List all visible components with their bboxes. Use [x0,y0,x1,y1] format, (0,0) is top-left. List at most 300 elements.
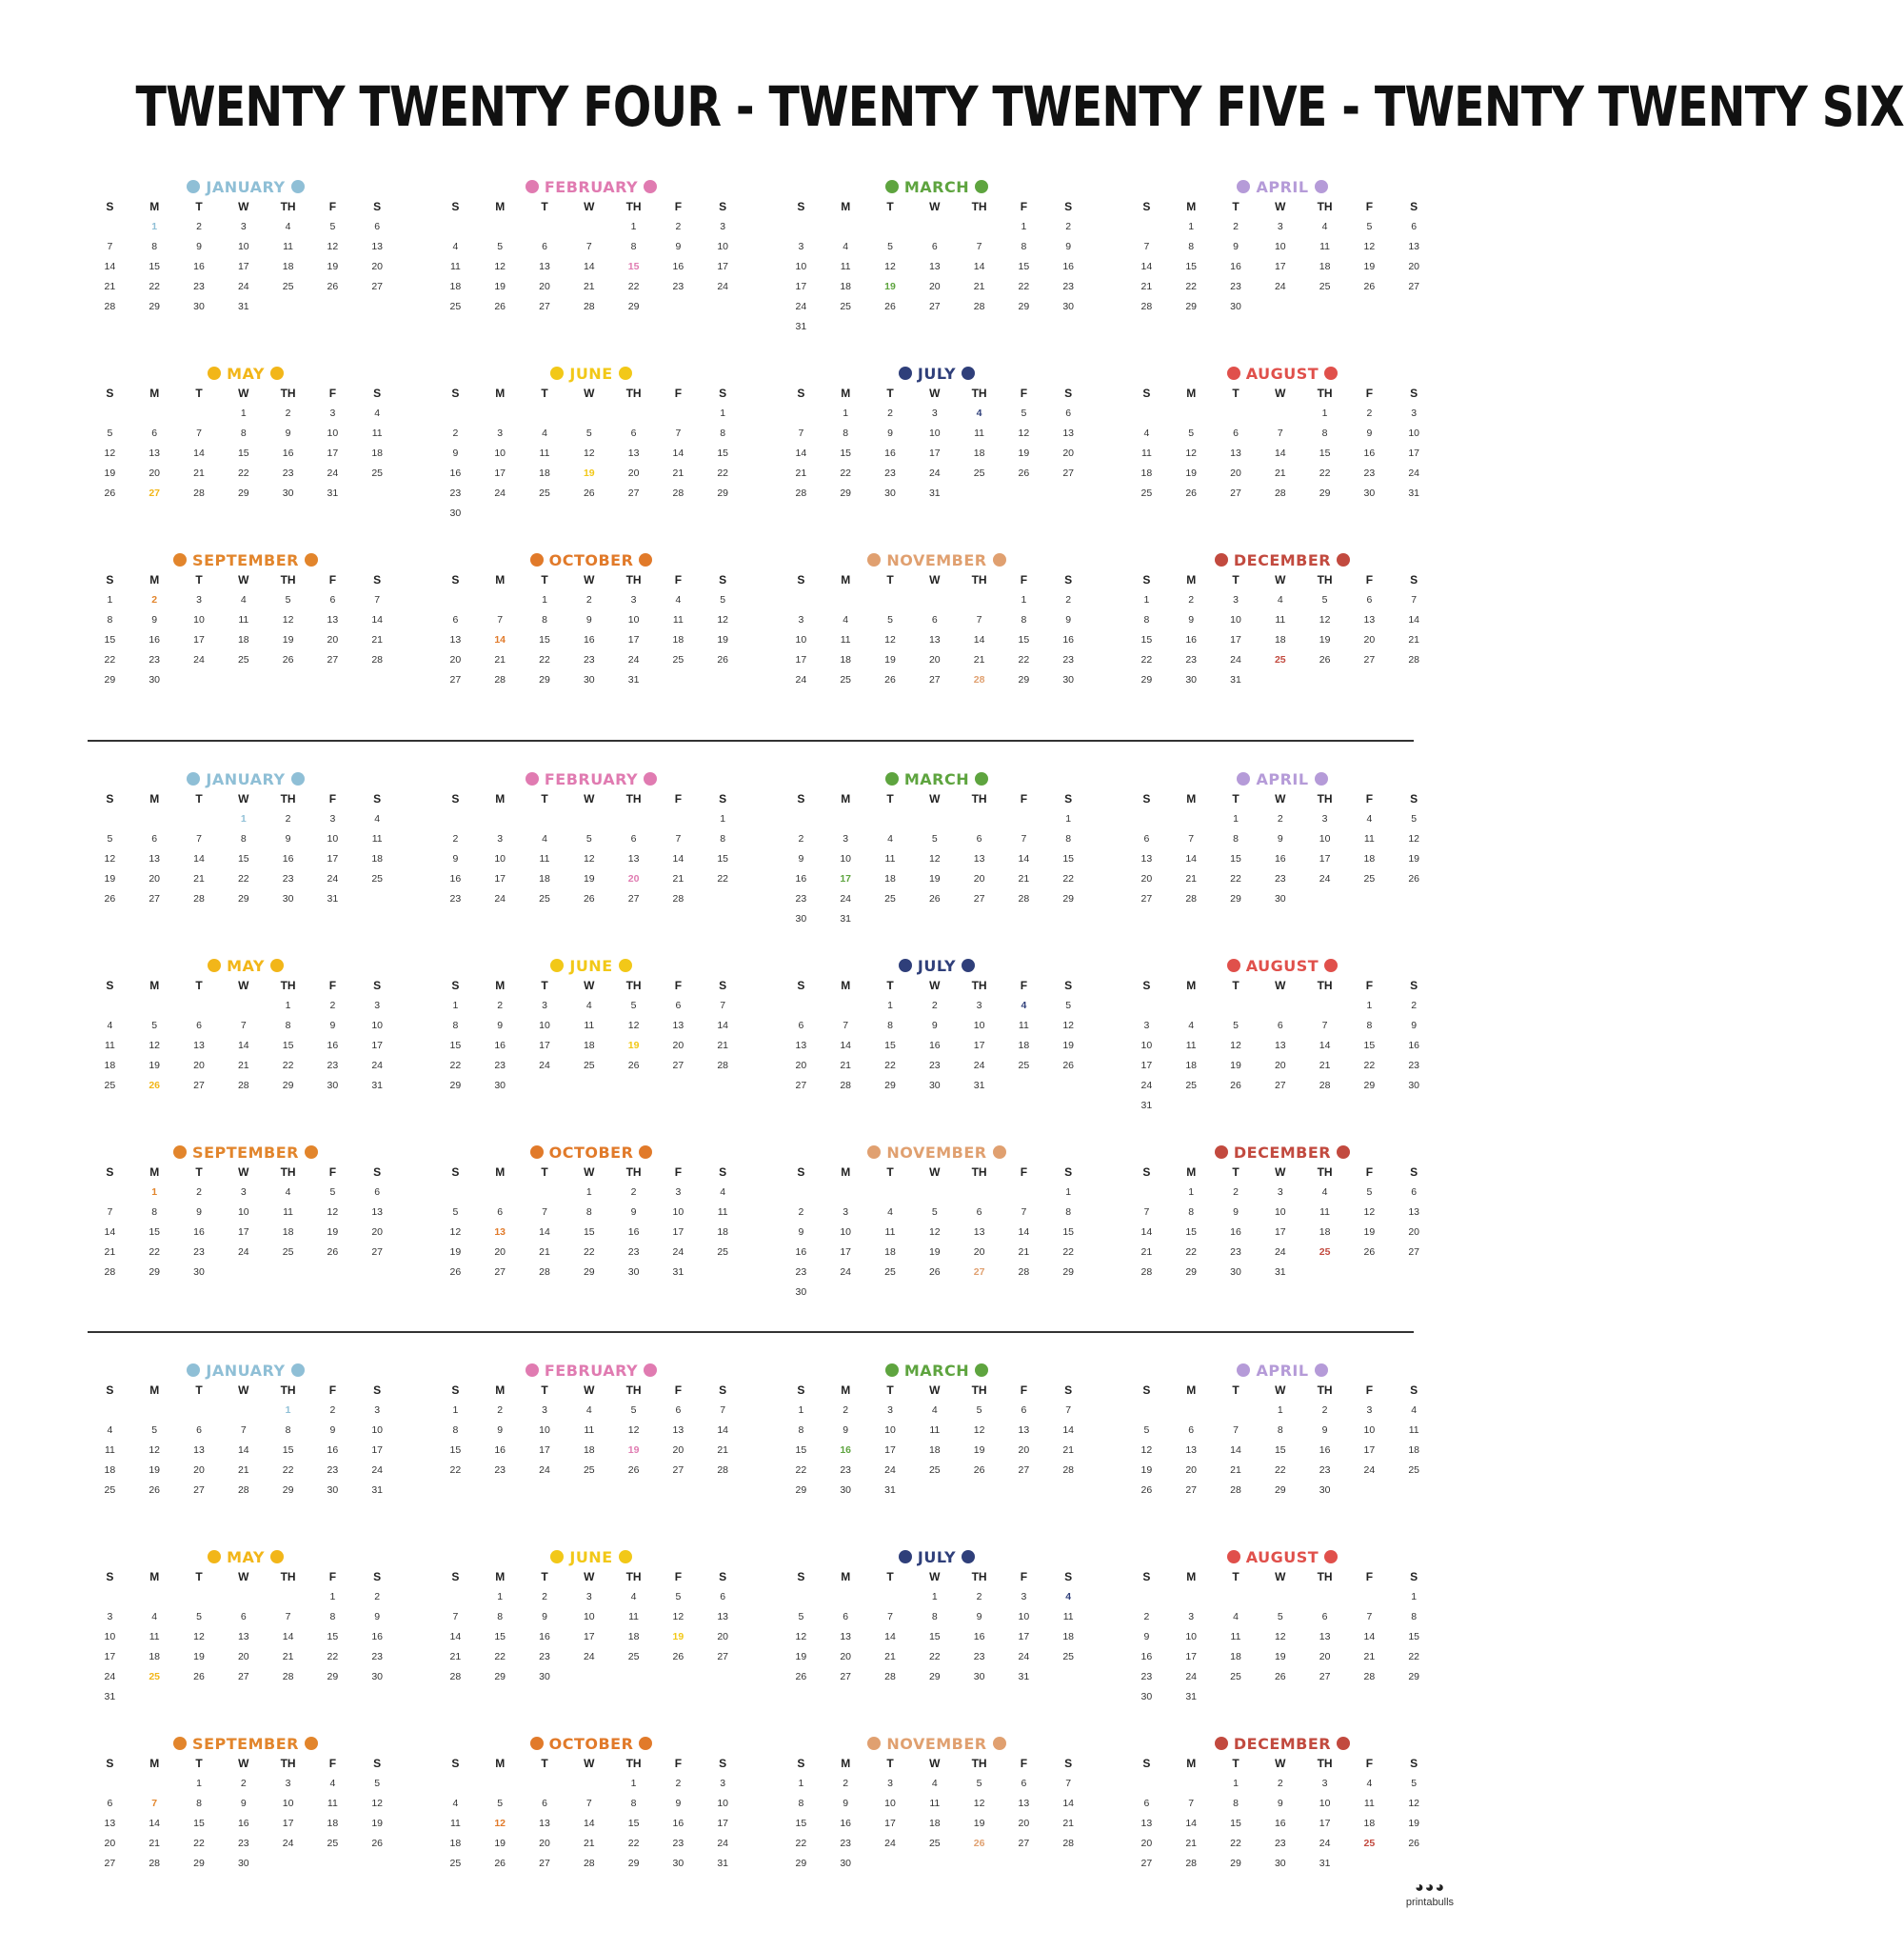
weekday-label: F [1365,200,1374,213]
day-cell: 14 [583,1818,595,1829]
weekday-label: S [106,200,114,213]
empty-cell [88,1587,132,1607]
watermelon-icon [1227,1550,1240,1563]
month-calendar [779,955,1095,1096]
day-cell: 19 [928,873,941,885]
day-cell: 21 [1185,873,1198,885]
day-cell: 26 [1274,1671,1286,1682]
day-cell: 3 [843,1206,849,1218]
day-cell: 2 [196,1186,202,1198]
day-cell: 21 [717,1040,729,1051]
weekday-label: F [1020,1165,1028,1179]
day-cell: 31 [840,913,852,925]
month-name: JUNE [569,956,613,975]
month-name: AUGUST [1245,364,1319,383]
month-header [1124,549,1440,570]
empty-cell [433,1587,478,1607]
day-cell: 1 [151,1186,158,1198]
weekday-label: M [149,387,160,400]
day-cell: 25 [449,1858,462,1869]
day-cell: 9 [329,1424,336,1436]
day-cell: 22 [1062,1246,1075,1258]
day-cell: 11 [929,1424,941,1436]
weekday-label: S [1064,1165,1073,1179]
weekday-label: W [1275,200,1286,213]
weekday-label: M [841,387,851,400]
day-cell: 28 [795,488,807,499]
weekday-label: TH [971,573,987,587]
day-cell: 31 [973,1080,985,1091]
weekday-label: S [719,1570,727,1583]
day-cell: 27 [672,1464,684,1476]
day-cell: 20 [149,468,161,479]
day-cell: 23 [327,1464,339,1476]
reindeer-icon [1337,553,1350,567]
day-cell: 18 [1274,634,1286,646]
day-cell: 9 [497,1424,504,1436]
day-cell: 2 [1065,221,1072,232]
month-name: SEPTEMBER [192,1143,299,1162]
day-cell: 13 [1319,1631,1331,1642]
day-cell: 11 [149,1631,160,1642]
day-cell: 5 [585,833,592,845]
day-cell: 17 [282,1818,294,1829]
day-cell: 15 [449,1040,462,1051]
day-cell: 23 [1230,281,1241,292]
day-cell: 28 [149,1858,161,1869]
day-cell: 13 [627,853,640,865]
day-cell: 4 [720,1186,726,1198]
weekday-label: T [886,1570,894,1583]
empty-cell [88,404,132,424]
day-cell: 13 [973,853,985,865]
empty-cell [523,809,567,829]
empty-cell [957,1183,1002,1203]
weekday-label: W [238,1757,249,1770]
day-cell: 6 [931,241,938,252]
day-cell: 14 [104,261,116,272]
day-cell: 2 [931,1000,938,1011]
month-grid [1124,197,1440,317]
day-cell: 19 [1363,261,1376,272]
day-cell: 9 [151,614,158,626]
day-cell: 8 [285,1424,291,1436]
day-cell: 19 [928,1246,941,1258]
month-calendar [433,768,749,909]
day-cell: 30 [237,1858,249,1869]
day-cell: 7 [497,614,504,626]
weekday-label: S [451,979,460,992]
day-cell: 3 [329,408,336,419]
day-cell: 7 [1021,833,1027,845]
day-cell: 4 [542,833,547,845]
empty-cell [566,404,611,424]
day-cell: 9 [196,241,202,252]
day-cell: 5 [720,594,726,606]
weekday-label: M [1186,1383,1197,1397]
day-cell: 10 [327,428,339,439]
day-cell: 15 [149,1226,161,1238]
day-cell: 6 [329,594,336,606]
day-cell: 5 [1411,1778,1418,1789]
bulldog-icon: ◕◕◕ [1415,1880,1445,1896]
empty-cell [132,809,177,829]
empty-cell [1214,1587,1259,1607]
day-cell: 20 [193,1464,205,1476]
day-cell: 16 [282,448,294,459]
weekday-label: F [1365,1165,1374,1179]
day-cell: 16 [928,1040,941,1051]
month-header [779,549,1095,570]
day-cell: 22 [840,468,852,479]
weekday-label: TH [280,1165,296,1179]
month-calendar [433,1546,749,1687]
day-cell: 8 [1065,833,1072,845]
day-cell: 22 [1018,281,1030,292]
day-cell: 16 [449,468,462,479]
month-grid [1124,1163,1440,1283]
empty-cell [1258,404,1302,424]
day-cell: 6 [1411,221,1418,232]
weekday-label: S [451,1383,460,1397]
weekday-label: T [541,1757,548,1770]
weekday-label: M [495,1165,506,1179]
weekday-label: S [1142,792,1151,806]
day-cell: 22 [627,1838,640,1849]
day-cell: 8 [887,1020,893,1031]
weekday-label: S [373,1570,382,1583]
day-cell: 22 [1230,873,1241,885]
empty-cell [1124,1774,1169,1794]
empty-cell [823,1183,868,1203]
month-calendar [88,363,404,504]
day-cell: 28 [1185,893,1198,905]
day-cell: 27 [1062,468,1075,479]
day-cell: 24 [795,301,807,312]
weekday-label: S [373,792,382,806]
day-cell: 29 [627,1858,640,1869]
month-grid [1124,1567,1440,1707]
weekday-label: F [674,387,683,400]
day-cell: 30 [795,1286,807,1298]
month-calendar [1124,1546,1440,1707]
weekday-label: F [1020,573,1028,587]
day-cell: 22 [237,468,249,479]
weekday-label: W [238,1570,249,1583]
month-calendar [779,768,1095,929]
day-cell: 21 [1185,1838,1198,1849]
day-cell: 13 [928,261,941,272]
day-cell: 16 [1230,1226,1241,1238]
day-cell: 16 [282,853,294,865]
empty-cell [779,996,823,1016]
day-cell: 16 [371,1631,384,1642]
day-cell: 25 [1408,1464,1420,1476]
day-cell: 18 [1018,1040,1030,1051]
day-cell: 28 [539,1266,550,1278]
day-cell: 28 [237,1080,249,1091]
day-cell: 14 [1319,1040,1331,1051]
day-cell: 4 [107,1424,113,1436]
snowflake-icon [187,772,200,786]
month-name: NOVEMBER [886,550,987,569]
day-cell: 25 [282,281,294,292]
day-cell: 30 [583,674,595,686]
month-grid [433,789,749,909]
day-cell: 25 [928,1838,941,1849]
day-cell: 23 [672,281,684,292]
day-cell: 4 [1143,428,1150,439]
day-cell: 9 [798,853,804,865]
day-cell: 19 [149,1060,161,1071]
day-cell: 24 [1319,1838,1331,1849]
day-cell: 2 [675,1778,682,1789]
day-cell: 19 [583,873,595,885]
day-cell: 7 [1065,1778,1072,1789]
weekday-label: TH [1317,573,1333,587]
day-cell: 10 [193,614,205,626]
day-cell: 13 [672,1424,684,1436]
weekday-label: T [886,573,894,587]
day-cell: 21 [717,1444,729,1456]
day-cell: 20 [1274,1060,1286,1071]
snowflake-icon [291,180,305,193]
day-cell: 12 [973,1798,985,1809]
weekday-label: S [797,1383,805,1397]
day-cell: 4 [285,221,291,232]
day-cell: 10 [1319,833,1331,845]
day-cell: 7 [196,833,202,845]
month-header [88,768,404,789]
day-cell: 31 [1319,1858,1331,1869]
day-cell: 11 [1319,1206,1331,1218]
day-cell: 21 [237,1060,249,1071]
day-cell: 6 [630,428,637,439]
weekday-label: F [1365,792,1374,806]
weekday-label: T [195,979,203,992]
day-cell: 11 [283,1206,294,1218]
reindeer-icon [1215,1145,1228,1159]
weekday-label: TH [1317,1570,1333,1583]
day-cell: 2 [843,1404,849,1416]
weekday-label: M [841,792,851,806]
watermelon-icon [1324,959,1338,972]
day-cell: 29 [149,301,161,312]
day-cell: 28 [583,1858,595,1869]
day-cell: 23 [1062,281,1075,292]
day-cell: 17 [840,1246,852,1258]
weekday-label: S [1142,1383,1151,1397]
day-cell: 25 [840,301,852,312]
day-cell: 13 [237,1631,249,1642]
weekday-label: TH [625,1570,642,1583]
day-cell: 18 [149,1651,161,1662]
day-cell: 28 [193,893,205,905]
day-cell: 3 [675,1186,682,1198]
acorn-icon [173,1145,187,1159]
day-cell: 8 [1143,614,1150,626]
day-cell: 17 [973,1040,985,1051]
month-calendar [1124,363,1440,504]
day-cell: 5 [374,1778,381,1789]
day-cell: 16 [149,634,161,646]
day-cell: 19 [717,634,729,646]
empty-cell [1347,1587,1392,1607]
weekday-label: S [451,573,460,587]
day-cell: 27 [1018,1838,1030,1849]
day-cell: 27 [1140,1858,1153,1869]
day-cell: 30 [1319,1484,1331,1496]
empty-cell [523,217,567,237]
weekday-label: F [1020,1570,1028,1583]
day-cell: 1 [285,1000,291,1011]
day-cell: 15 [717,448,729,459]
day-cell: 14 [1185,853,1198,865]
day-cell: 10 [1363,1424,1376,1436]
day-cell: 30 [795,913,807,925]
weekday-label: M [841,1570,851,1583]
weekday-label: M [1186,1570,1197,1583]
day-cell: 23 [494,1060,506,1071]
month-calendar [88,1733,404,1874]
day-cell: 1 [1188,221,1195,232]
day-cell: 31 [371,1484,384,1496]
month-grid [1124,1754,1440,1874]
day-cell: 29 [1230,1858,1241,1869]
day-cell: 13 [928,634,941,646]
day-cell: 29 [237,488,249,499]
day-cell: 29 [1363,1080,1376,1091]
weekday-label: W [238,200,249,213]
day-cell: 26 [627,1060,640,1071]
day-cell: 28 [371,654,384,666]
day-cell: 7 [1188,1798,1195,1809]
empty-cell [957,809,1002,829]
day-cell: 22 [1185,1246,1198,1258]
day-cell: 30 [371,1671,384,1682]
month-calendar [433,549,749,690]
day-cell: 21 [1018,873,1030,885]
empty-cell [868,1183,913,1203]
shamrock-icon [885,180,899,193]
day-cell: 6 [1143,833,1150,845]
day-cell: 22 [282,1060,294,1071]
day-cell: 13 [449,634,462,646]
weekday-label: TH [625,1757,642,1770]
day-cell: 16 [237,1818,249,1829]
day-cell: 15 [1230,853,1241,865]
shamrock-icon [975,772,988,786]
day-cell: 16 [1319,1444,1331,1456]
day-cell: 29 [1408,1671,1420,1682]
day-cell: 9 [285,428,291,439]
day-cell: 10 [1408,428,1420,439]
day-cell: 19 [327,261,339,272]
weekday-label: TH [280,792,296,806]
shamrock-icon [885,772,899,786]
day-cell: 1 [798,1778,804,1789]
day-cell: 23 [627,1246,640,1258]
day-cell: 3 [887,1778,893,1789]
empty-cell [1258,1587,1302,1607]
weekday-label: W [238,573,249,587]
day-cell: 8 [798,1424,804,1436]
day-cell: 9 [931,1020,938,1031]
weekday-label: W [929,792,941,806]
day-cell: 26 [193,1671,205,1682]
day-cell: 3 [497,833,504,845]
month-grid [433,570,749,690]
day-cell: 5 [452,1206,459,1218]
day-cell: 26 [583,893,595,905]
empty-cell [132,996,177,1016]
empty-cell [779,404,823,424]
day-cell: 17 [371,1444,384,1456]
day-cell: 28 [104,301,116,312]
weekday-label: S [1064,387,1073,400]
day-cell: 4 [843,241,849,252]
day-cell: 31 [672,1266,684,1278]
day-cell: 6 [374,221,381,232]
day-cell: 15 [327,1631,339,1642]
day-cell: 28 [237,1484,249,1496]
month-grid [779,1567,1095,1687]
day-cell: 11 [1018,1020,1029,1031]
day-cell: 23 [1274,873,1286,885]
day-cell: 9 [1065,614,1072,626]
day-cell: 22 [449,1464,462,1476]
day-cell: 23 [840,1464,852,1476]
day-cell: 5 [1065,1000,1072,1011]
day-cell: 1 [1188,1186,1195,1198]
day-cell: 12 [795,1631,807,1642]
day-cell: 26 [884,674,896,686]
day-cell: 24 [928,468,941,479]
day-cell: 16 [449,873,462,885]
day-cell: 19 [327,1226,339,1238]
day-cell: 27 [928,674,941,686]
weekday-label: S [373,1165,382,1179]
day-cell: 20 [928,281,941,292]
acorn-icon [305,1145,318,1159]
day-cell: 28 [1018,893,1030,905]
weekday-label: S [451,387,460,400]
month-name: JANUARY [206,769,286,788]
month-grid [779,570,1095,690]
day-cell: 3 [1366,1404,1373,1416]
weekday-label: S [1064,1570,1073,1583]
pumpkin-icon [639,1145,652,1159]
day-cell: 6 [240,1611,247,1622]
day-cell: 16 [539,1631,550,1642]
day-cell: 24 [583,1651,595,1662]
day-cell: 25 [1319,1246,1331,1258]
weekday-label: W [238,792,249,806]
day-cell: 20 [1363,634,1376,646]
month-name: SEPTEMBER [192,1734,299,1753]
day-cell: 8 [542,614,547,626]
day-cell: 19 [1408,853,1420,865]
day-cell: 7 [1366,1611,1373,1622]
day-cell: 24 [1018,1651,1030,1662]
day-cell: 25 [539,488,550,499]
day-cell: 18 [627,1631,640,1642]
day-cell: 6 [798,1020,804,1031]
weekday-label: W [584,792,595,806]
weekday-label: W [929,1570,941,1583]
day-cell: 17 [104,1651,116,1662]
day-cell: 24 [627,654,640,666]
